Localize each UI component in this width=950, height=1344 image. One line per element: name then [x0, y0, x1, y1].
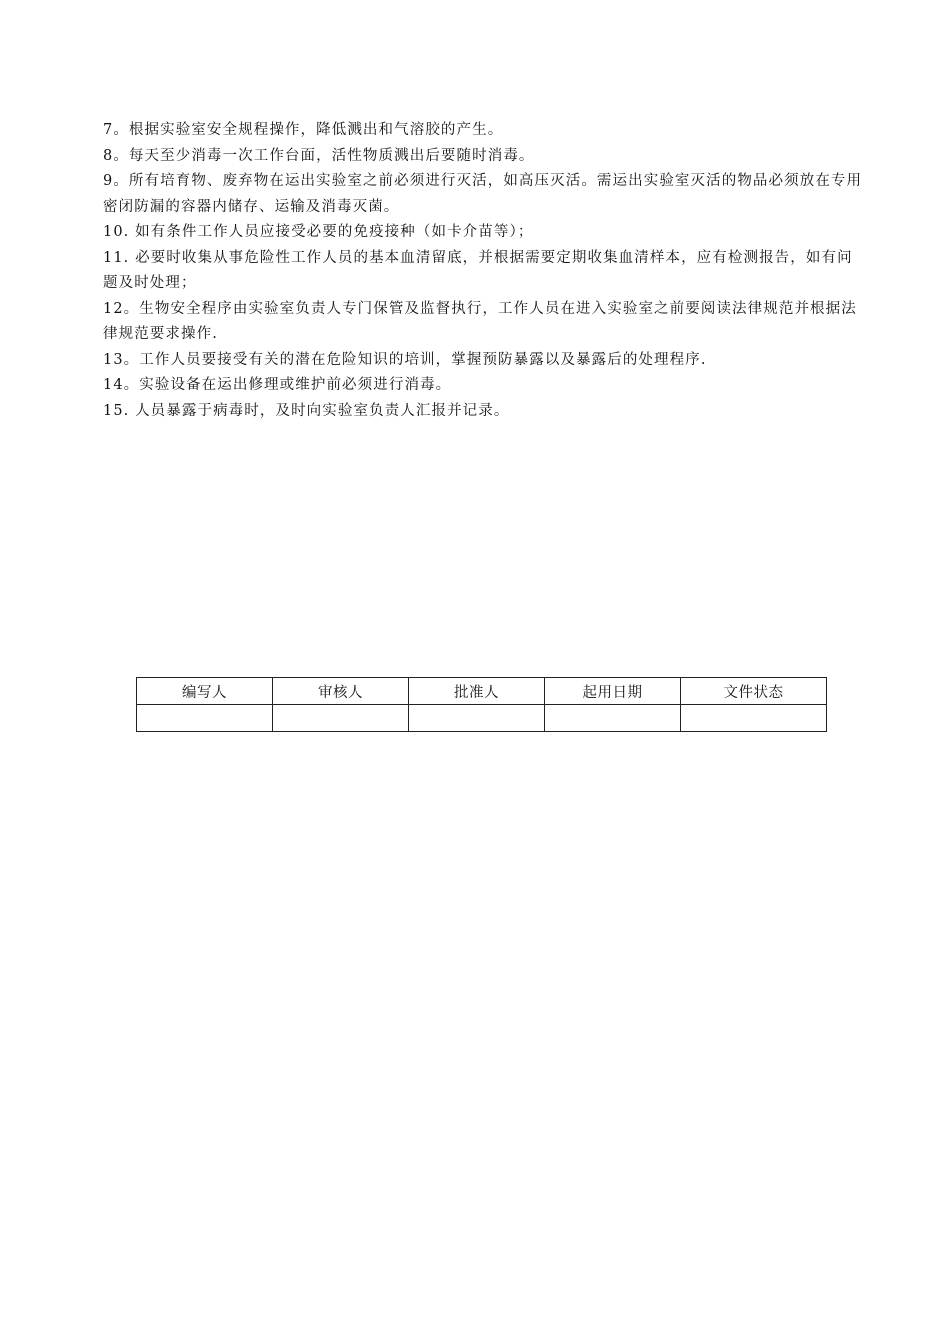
list-item: 11. 必要时收集从事危险性工作人员的基本血清留底，并根据需要定期收集血清样本，应有检测报告，如有问题及时处理； — [103, 249, 853, 291]
list-item: 14。实验设备在运出修理或维护前必须进行消毒。 — [103, 377, 452, 393]
value-reviewer — [273, 705, 409, 732]
header-author: 编写人 — [137, 678, 273, 705]
list-item: 7。根据实验室安全规程操作，降低溅出和气溶胶的产生。 — [103, 122, 504, 138]
header-effective-date: 起用日期 — [545, 678, 681, 705]
header-document-status: 文件状态 — [681, 678, 827, 705]
list-item: 12。生物安全程序由实验室负责人专门保管及监督执行，工作人员在进入实验室之前要阅读法律规范并根据法律规范要求操作. — [103, 300, 857, 342]
list-item: 8。每天至少消毒一次工作台面，活性物质溅出后要随时消毒。 — [103, 147, 535, 164]
value-effective-date — [545, 705, 681, 732]
signoff-value-row — [137, 705, 827, 732]
list-item: 9。所有培育物、废弃物在运出实验室之前必须进行灭活，如高压灭活。需运出实验室灭活的物品必须放在专用密闭防漏的容器内储存、运输及消毒灭菌。 — [103, 173, 863, 215]
list-item: 13。工作人员要接受有关的潜在危险知识的培训，掌握预防暴露以及暴露后的处理程序. — [103, 351, 707, 368]
header-approver: 批准人 — [409, 678, 545, 705]
value-approver — [409, 705, 545, 732]
list-item: 15. 人员暴露于病毒时，及时向实验室负责人汇报并记录。 — [103, 402, 510, 419]
list-item: 10. 如有条件工作人员应接受必要的免疫接种（如卡介苗等）； — [103, 224, 534, 240]
signoff-header-row — [137, 678, 827, 705]
signoff-table — [136, 677, 827, 732]
document-body — [103, 118, 868, 424]
value-author — [137, 705, 273, 732]
value-document-status — [681, 705, 827, 732]
header-reviewer: 审核人 — [273, 678, 409, 705]
